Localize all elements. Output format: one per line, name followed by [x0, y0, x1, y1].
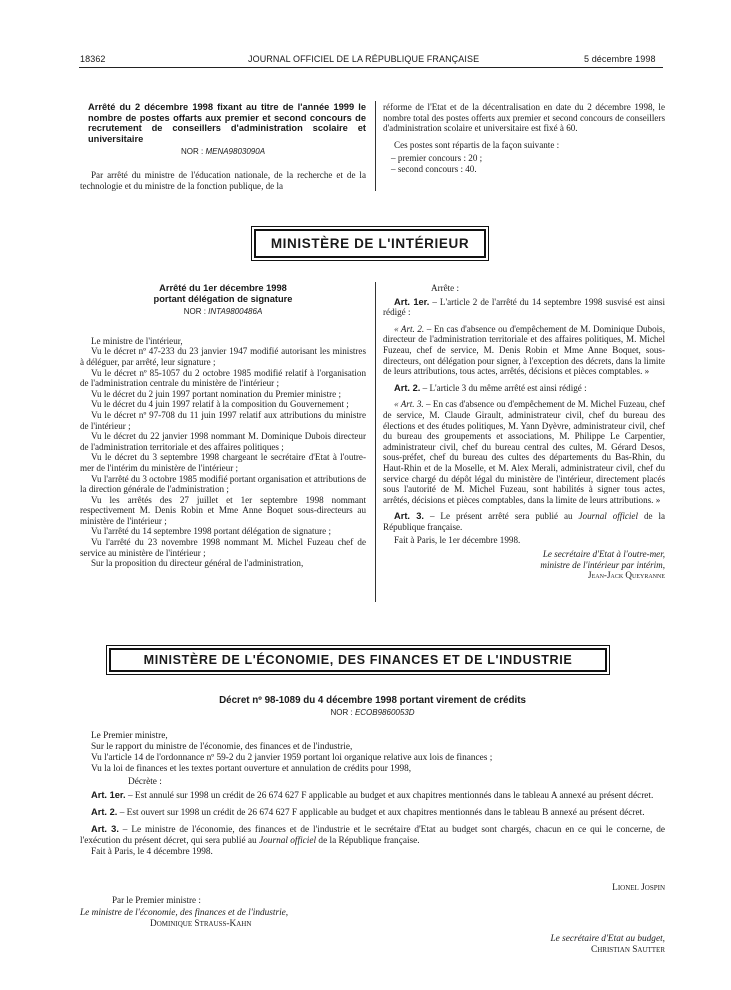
decrete-label: Décrète : [128, 776, 162, 787]
arrete1-nor-label: NOR : [180, 147, 204, 157]
visa: Vu l'arrêté du 14 septembre 1998 portant délégation de signature ; [91, 526, 331, 537]
art3-journal: Journal officiel [578, 511, 638, 522]
arrete1-item-2: – second concours : 40. [391, 163, 477, 174]
art2-label: Art. 2. [394, 382, 421, 393]
header-date: 5 décembre 1998 [584, 54, 656, 64]
arrete2-art2 [383, 383, 665, 394]
column-divider [375, 101, 376, 191]
arrete2-art1-quote [383, 324, 665, 377]
art1-quote-label: « Art. 2. [394, 323, 425, 334]
header-rule [79, 67, 663, 68]
decret-intro: Vu la loi de finances et les textes portant ouverture et annulation de crédits pour 1998, [91, 763, 412, 774]
arrete2-visas [80, 336, 366, 569]
column-divider [375, 282, 376, 602]
decret-art3 [80, 824, 665, 847]
ministry-economie-title: MINISTÈRE DE L'ÉCONOMIE, DES FINANCES ET DE L'INDUSTRIE [109, 648, 607, 672]
decret-title: Décret nº 98-1089 du 4 décembre 1998 portant virement de crédits [219, 695, 526, 706]
decret-body [80, 731, 665, 858]
pm-name: Lionel Jospin [612, 883, 665, 893]
art3-label: Art. 3. [394, 511, 425, 522]
arrete1-left-column [80, 102, 366, 191]
arrete2-fait: Fait à Paris, le 1er décembre 1998. [394, 535, 521, 546]
decret-art3-label: Art. 3. [91, 823, 119, 834]
sec-line: Le secrétaire d'Etat au budget, [550, 934, 665, 944]
visa: Vu le décret du 3 septembre 1998 chargeant le secrétaire d'Etat à l'outre-mer de l'intérim du ministère de l'intérieur ; [80, 452, 366, 473]
visa: Vu l'arrêté du 23 novembre 1998 nommant M. Michel Fuzeau chef de service au ministère de l'intérieur ; [80, 537, 366, 558]
art1-label: Art. 1er. [394, 296, 430, 307]
decret-art2 [80, 807, 665, 819]
arrete2-art2-quote [383, 399, 665, 505]
arrete1-nor-code: MENA9803090A [205, 147, 266, 157]
ministry-interieur-box [251, 226, 489, 261]
decret-intro: Le Premier ministre, [91, 730, 168, 741]
visa: Vu les arrêtés des 27 juillet et 1er septembre 1998 nommant respectivement M. Denis Robin et Mme Anne Boquet sous-directeurs au ministère de l'intérieur ; [80, 494, 366, 526]
art1-text: – L'article 2 de l'arrêté du 14 septembre 1998 susvisé est ainsi rédigé : [383, 296, 665, 318]
visa: Vu le décret nº 97-708 du 11 juin 1997 relatif aux attributions du ministre de l'intérieur ; [80, 409, 366, 431]
decret-intro: Vu l'article 14 de l'ordonnance nº 59-2 du 2 janvier 1959 portant loi organique relative aux lois de finances ; [91, 752, 493, 763]
visa: Vu le décret du 22 janvier 1998 nommant M. Dominique Dubois directeur de l'administration territoriale et des affaires politiques ; [80, 431, 366, 452]
decret-art2-label: Art. 2. [91, 806, 118, 817]
arrete2-art1 [383, 297, 665, 318]
journal-title: JOURNAL OFFICIEL DE LA RÉPUBLIQUE FRANÇAISE [248, 54, 480, 64]
visa: Vu le décret du 2 juin 1997 portant nomination du Premier ministre ; [91, 388, 341, 399]
arrete2-sign-line1: Le secrétaire d'Etat à l'outre-mer, [542, 549, 665, 560]
decret-art3-text-after: de la République française. [318, 835, 420, 846]
decret-section [80, 696, 665, 858]
arrete1-nor [80, 147, 366, 158]
ministry-economie-box [106, 645, 610, 675]
arrete1-item-1: – premier concours : 20 ; [391, 153, 483, 164]
decret-fait: Fait à Paris, le 4 décembre 1998. [91, 846, 213, 857]
ministre-name: Dominique Strauss-Kahn [150, 919, 252, 929]
par-pm: Par le Premier ministre : [112, 895, 201, 905]
decret-art1-label: Art. 1er. [91, 789, 126, 800]
arrete1-body-right: réforme de l'Etat et de la décentralisation en date du 2 décembre 1998, le nombre total des postes offerts aux premier et second concours de conseillers d'administration scolaire et universitaire est fixé à 60. [383, 102, 665, 134]
arrete2-title-line2: portant délégation de signature [153, 293, 293, 304]
decret-art2-text: – Est ouvert sur 1998 un crédit de 26 674 627 F applicable au budget et aux chapitres mentionnés dans le tableau B annexé au présent décret. [119, 807, 645, 818]
page-number: 18362 [80, 54, 106, 64]
arrete1-body-left: Par arrêté du ministre de l'éducation nationale, de la recherche et de la technologie et du ministre de la fonction publique, de la [80, 169, 366, 191]
visa: Le ministre de l'intérieur, [91, 335, 183, 346]
arrete2-nor-label: NOR : [183, 307, 206, 317]
decret-art1 [80, 790, 665, 802]
arrete1-right-column [383, 102, 665, 175]
art2-quote-label: « Art. 3. [394, 399, 424, 410]
arrete2-right-column [383, 283, 665, 581]
visa: Vu le décret nº 85-1057 du 2 octobre 1985 modifié relatif à l'organisation de l'administration centrale du ministère de l'intérieur ; [80, 367, 366, 389]
arrete2-left-column [80, 283, 366, 569]
ministre-line: Le ministre de l'économie, des finances et de l'industrie, [80, 908, 289, 918]
visa: Vu le décret nº 47-233 du 23 janvier 1947 modifié autorisant les ministres à déléguer, par arrêté, leur signature ; [80, 346, 366, 367]
decret-art3-text-before: – Le ministre de l'économie, des finances et de l'industrie et le secrétaire d'Etat au budget sont chargés, chacun en ce qui le concerne, de l'exécution du présent décret, qui sera publié au [80, 824, 665, 846]
arrete1-repartition: Ces postes sont répartis de la façon suivante : [394, 139, 560, 150]
art2-quote-text: – En cas d'absence ou d'empêchement de M. Michel Fuzeau, chef de service, M. Claude Girault, administrateur civil, chef du bureau des élections et des études politiques, M. Yann Dyèvre, administrateur civil, chef du bureau des groupements et associations, M. Philippe Le Carpentier, administrateur civil, chef du bureau central des cultes, M. Gérard Desos, sous-préfet, chef du bureau des cultes des départements du Bas-Rhin, du Haut-Rhin et de la Moselle, et M. Alex Merali, administrateur civil, chef du service chargé du dépôt légal du ministère de l'intérieur, directement placés sous l'autorité de M. Michel Fuzeau, sont habilités à signer tous actes, arrêtés, décisions et pièces comptables, dans la limite de leurs attributions. » [383, 399, 665, 505]
visa: Vu le décret du 4 juin 1997 relatif à la composition du Gouvernement ; [91, 399, 349, 410]
decret-intro: Sur le rapport du ministre de l'économie, des finances et de l'industrie, [91, 741, 353, 752]
decret-nor-code: ECOB9860053D [354, 707, 415, 717]
decret-nor [80, 708, 665, 717]
sec-name: Christian Sautter [591, 945, 665, 955]
art3-text-after: de la République française. [383, 511, 666, 532]
visa: Vu l'arrêté du 3 octobre 1985 modifié portant organisation et attributions de la direction générale de l'administration ; [80, 473, 366, 495]
art2-text: – L'article 3 du même arrêté est ainsi rédigé : [422, 382, 587, 393]
art1-quote-text: – En cas d'absence ou d'empêchement de M. Dominique Dubois, directeur de l'administration territoriale et des affaires politiques, M. Michel Fuzeau, chef de service, M. Denis Robin et Mme Anne Boquet, sous-directeurs, ont délégation pour signer, à l'exception des décrets, dans la limite de leurs attributions, tous actes, arrêtés, décisions et pièces comptables. » [383, 323, 665, 377]
arrete-label: Arrête : [431, 283, 460, 293]
arrete1-title: Arrêté du 2 décembre 1998 fixant au titre de l'année 1999 le nombre de postes offarts aux premier et second concours de recrutement de conseillers d'administration scolaire et universitaire [88, 102, 366, 144]
arrete2-art3 [383, 511, 665, 532]
arrete2-nor [80, 307, 366, 318]
arrete2-nor-code: INTA9800486A [208, 307, 263, 317]
visa: Sur la proposition du directeur général de l'administration, [91, 558, 304, 569]
arrete2-sign-line2: ministre de l'intérieur par intérim, [540, 559, 665, 570]
decret-art1-text: – Est annulé sur 1998 un crédit de 26 674 627 F applicable au budget et aux chapitres mentionnés dans le tableau A annexé au présent décret. [127, 790, 654, 801]
arrete2-title-line1: Arrêté du 1er décembre 1998 [159, 283, 287, 293]
art3-text-before: – Le présent arrêté sera publié au [429, 511, 573, 522]
ministry-interieur-title: MINISTÈRE DE L'INTÉRIEUR [254, 229, 486, 258]
arrete2-sign-name: Jean-Jack Queyranne [588, 570, 665, 581]
decret-art3-journal: Journal officiel [259, 835, 317, 846]
decret-nor-label: NOR : [330, 707, 353, 717]
